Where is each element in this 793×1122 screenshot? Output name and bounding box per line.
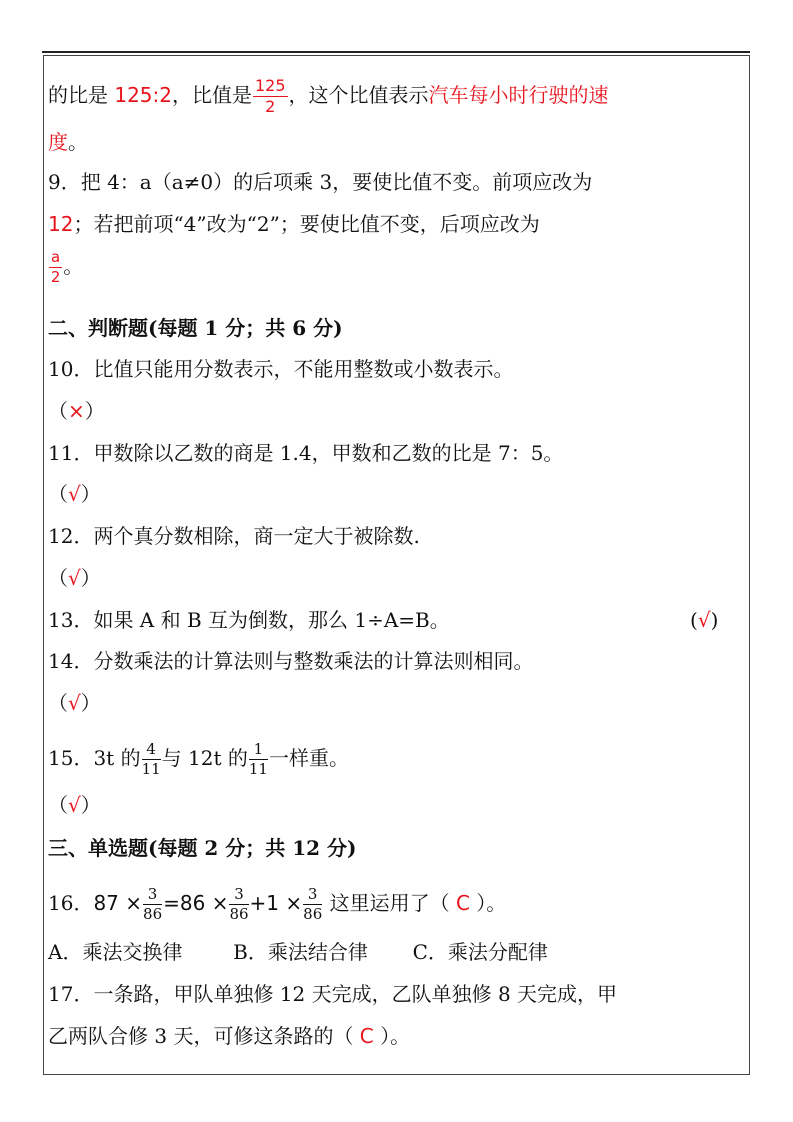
q16-options (48, 940, 548, 964)
q16-answer: C (455, 891, 470, 915)
q8-answer-meaning-cont: 度 (48, 130, 68, 154)
q12-answer: （√） (48, 566, 101, 590)
q14-answer: （√） (48, 691, 101, 715)
punct: 。 (68, 130, 88, 154)
check-mark-icon: √ (68, 566, 81, 590)
q17-answer: C (359, 1024, 374, 1048)
q17-line2: 乙两队合修 3 天，可修这条路的（ C ）。 (48, 1024, 411, 1048)
fraction-3-86: $\frac{3}{86}$ (229, 885, 249, 923)
fraction-1-11: $\frac{1}{11}$ (248, 740, 268, 778)
q9-line1: 9．把 4：a（a≠0）的后项乘 3，要使比值不变。前项应改为 (48, 170, 593, 194)
q8-answer-fraction: $\frac{125}{2}$ (255, 76, 286, 116)
q9-answer-12: 12 (48, 212, 74, 236)
q9-line3 (48, 250, 83, 285)
q11-answer: （√） (48, 482, 101, 506)
q13-answer: (√) (690, 608, 719, 632)
q14-text: 14．分数乘法的计算法则与整数乘法的计算法则相同。 (48, 649, 534, 673)
check-mark-icon: √ (68, 482, 81, 506)
cross-mark-icon: × (68, 399, 85, 423)
q8-text: ，这个比值表示 (288, 83, 429, 107)
fraction-4-11: $\frac{4}{11}$ (141, 740, 161, 778)
q16-option-c: C．乘法分配律 (412, 940, 548, 964)
check-mark-icon: √ (68, 691, 81, 715)
fraction-3-86: $\frac{3}{86}$ (143, 885, 163, 923)
section3-title: 三、单选题(每题 2 分；共 12 分) (48, 836, 357, 860)
punct: 。 (63, 254, 84, 278)
fraction-3-86: $\frac{3}{86}$ (303, 885, 323, 923)
q12-text: 12．两个真分数相除，商一定大于被除数. (48, 524, 420, 548)
q15-text: 15．3t 的 $\frac{4}{11}$ 与 12t 的 $\frac{1}{11}$ 一样重。 (48, 740, 349, 778)
q9-line2 (48, 212, 540, 236)
check-mark-icon: √ (697, 608, 711, 632)
q16-option-a: A．乘法交换律 (48, 940, 183, 964)
q10-text: 10．比值只能用分数表示，不能用整数或小数表示。 (48, 357, 514, 381)
q13-text: 13．如果 A 和 B 互为倒数，那么 1÷A=B。 (48, 608, 450, 632)
header-rule (42, 51, 750, 53)
q8-text: 的比是 (48, 83, 115, 107)
q17-line1: 17．一条路，甲队单独修 12 天完成，乙队单独修 8 天完成，甲 (48, 982, 618, 1006)
section2-title: 二、判断题(每题 1 分；共 6 分) (48, 316, 343, 340)
q9-answer-fraction: $\frac{a}{2}$ (50, 248, 61, 286)
q10-answer: （×） (48, 399, 105, 423)
q8-line1 (48, 78, 609, 115)
q15-answer: （√） (48, 793, 101, 817)
q11-text: 11．甲数除以乙数的商是 1.4，甲数和乙数的比是 7：5。 (48, 441, 564, 465)
q8-answer-ratio: 125:2 (114, 83, 172, 107)
q8-answer-meaning: 汽车每小时行驶的速 (428, 83, 609, 107)
q8-line2 (48, 130, 88, 154)
q16-option-b: B．乘法结合律 (233, 940, 368, 964)
q16-text: 16．87 × $\frac{3}{86}$ =86 × $\frac{3}{86}$ +1 × $\frac{3}{86}$ 这里运用了（ C ）。 (48, 885, 507, 923)
q9-text: ；若把前项“4”改为“2”；要使比值不变，后项应改为 (73, 212, 540, 236)
check-mark-icon: √ (68, 793, 81, 817)
q8-text: ，比值是 (172, 83, 252, 107)
